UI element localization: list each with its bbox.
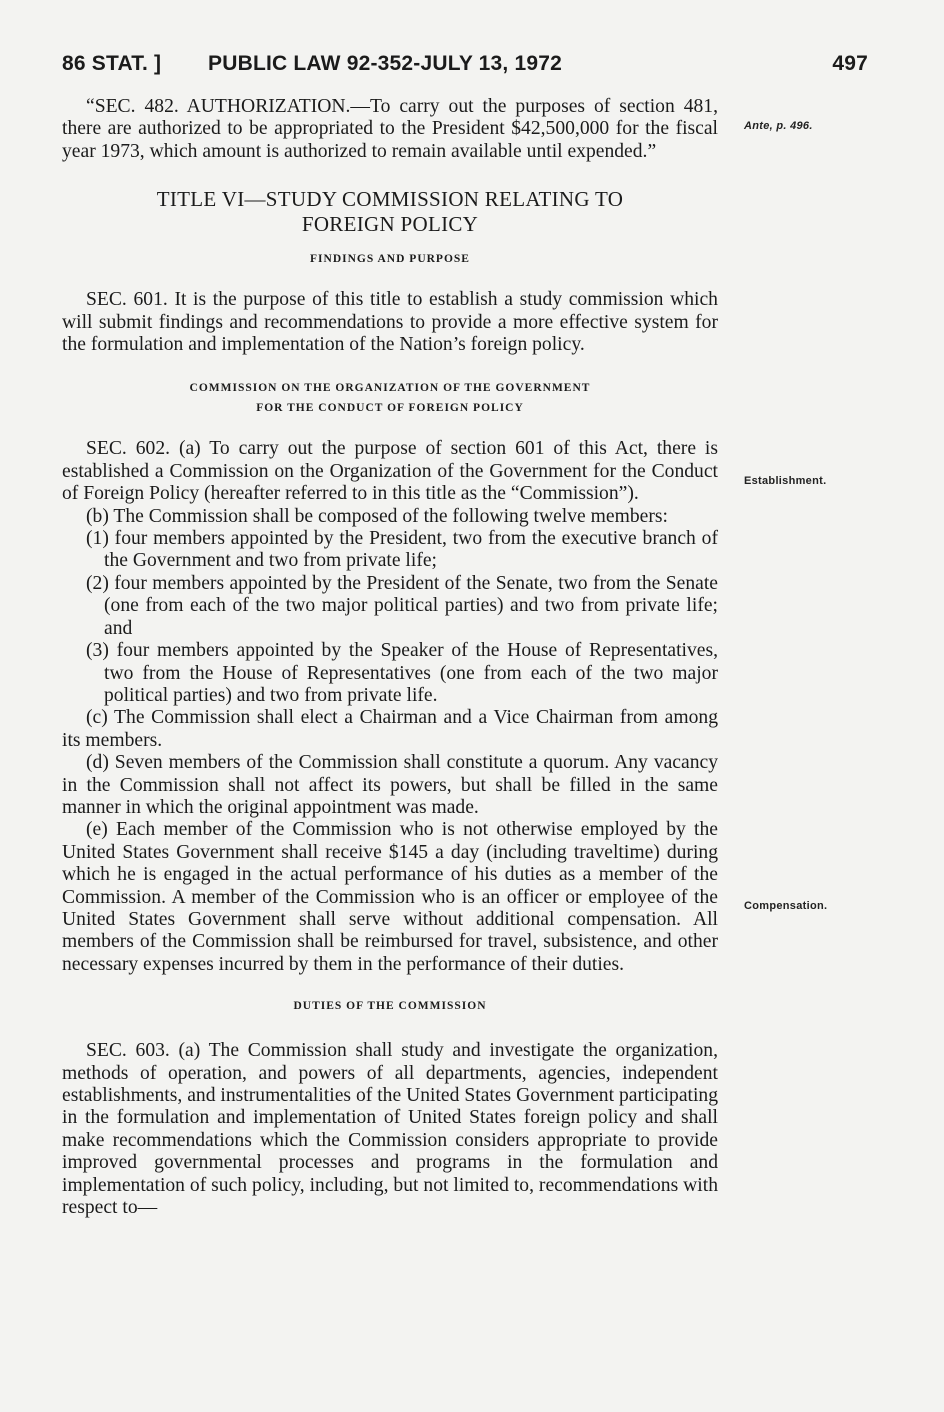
duties-heading: DUTIES OF THE COMMISSION xyxy=(293,1000,487,1013)
sec-601-paragraph xyxy=(62,289,718,356)
document-body xyxy=(62,96,718,1219)
sec-602-a-paragraph xyxy=(62,438,718,505)
sec-602-lead: SEC. 602. xyxy=(86,438,171,460)
commission-heading-line-1: COMMISSION ON THE ORGANIZATION OF THE GOVERNMENT xyxy=(189,382,591,395)
sec-603-a-text: (a) The Commission shall study and investigate the organization, methods of operation, and powers of all departments, agencies, independent establishments, and instrumentalities of the United States Government participating in the formulation and implementation of United States foreign policy and shall make recommendations which the Commission considers appropriate to provide improved governmental processes and programs in the formulation and implementation of such policy, including, but not limited to, recommendations with respect to— xyxy=(62,1040,718,1219)
title-line-2: FOREIGN POLICY xyxy=(301,212,479,237)
running-header xyxy=(62,52,868,78)
sec-602-b-2: (2) four members appointed by the President of the Senate, two from the Senate (one from each of the two major political parties) and two from private life; and xyxy=(86,572,718,639)
title-line-1: TITLE VI—STUDY COMMISSION RELATING TO xyxy=(156,187,624,212)
sec-602-e-paragraph: (e) Each member of the Commission who is not otherwise employed by the United States Government shall receive $145 a day (including traveltime) during which he is engaged in the actual performance of his duties as a member of the Commission. A member of the Commission who is an officer or employee of the United States Government shall serve without additional compensation. All members of the Commission shall be reimbursed for travel, subsistence, and other necessary expenses incurred by them in the performance of their duties. xyxy=(62,819,718,975)
sec-601-lead: SEC. 601. xyxy=(86,289,168,311)
sec-602-b-1: (1) four members appointed by the President, two from the executive branch of the Government and two from private life; xyxy=(86,528,718,572)
sec-482-paragraph xyxy=(62,96,718,163)
law-title: PUBLIC LAW 92-352-JULY 13, 1972 xyxy=(208,52,563,75)
title-heading xyxy=(62,187,718,237)
sec-602-a-text: (a) To carry out the purpose of section 601 of this Act, there is established a Commission on the Organization of the Government for the Conduct of Foreign Policy (hereafter referred to in this title as the “Commission”). xyxy=(62,438,719,505)
sec-603-lead: SEC. 603. xyxy=(86,1040,170,1062)
commission-heading-line-2: FOR THE CONDUCT OF FOREIGN POLICY xyxy=(256,402,524,415)
sec-602-b-3: (3) four members appointed by the Speaker of the House of Representatives, two from the House of Representatives (one from each of the two major political parties) and two from private life. xyxy=(86,640,718,706)
margin-note-compensation: Compensation. xyxy=(744,900,828,912)
sec-602-d-paragraph: (d) Seven members of the Commission shall constitute a quorum. Any vacancy in the Commission shall not affect its powers, but shall be filled in the same manner in which the original appointment was made. xyxy=(62,752,718,818)
margin-note-establishment: Establishment. xyxy=(744,475,827,487)
sec-603-a-paragraph xyxy=(62,1040,718,1219)
sec-602-c-paragraph: (c) The Commission shall elect a Chairman and a Vice Chairman from among its members. xyxy=(62,707,718,751)
statute-reference: 86 STAT. ] xyxy=(62,52,162,75)
sec-602-b-paragraph: (b) The Commission shall be composed of the following twelve members: xyxy=(86,505,668,527)
margin-note-ante: Ante, p. 496. xyxy=(744,120,813,132)
findings-heading: FINDINGS AND PURPOSE xyxy=(310,253,470,266)
sec-601-text: It is the purpose of this title to establish a study commission which will submit findings and recommendations to provide a more effective system for the formulation and implementation of the Nation’s foreign policy. xyxy=(62,289,718,356)
sec-482-lead: “SEC. 482. AUTHORIZATION. xyxy=(86,96,351,117)
commission-heading xyxy=(62,378,718,418)
sec-482-text: —To carry out the purposes of section 481, there are authorized to be appropriated to the President $42,500,000 for the fiscal year 1973, which amount is authorized to remain available until expended.” xyxy=(62,96,718,162)
page-number: 497 xyxy=(832,52,868,75)
